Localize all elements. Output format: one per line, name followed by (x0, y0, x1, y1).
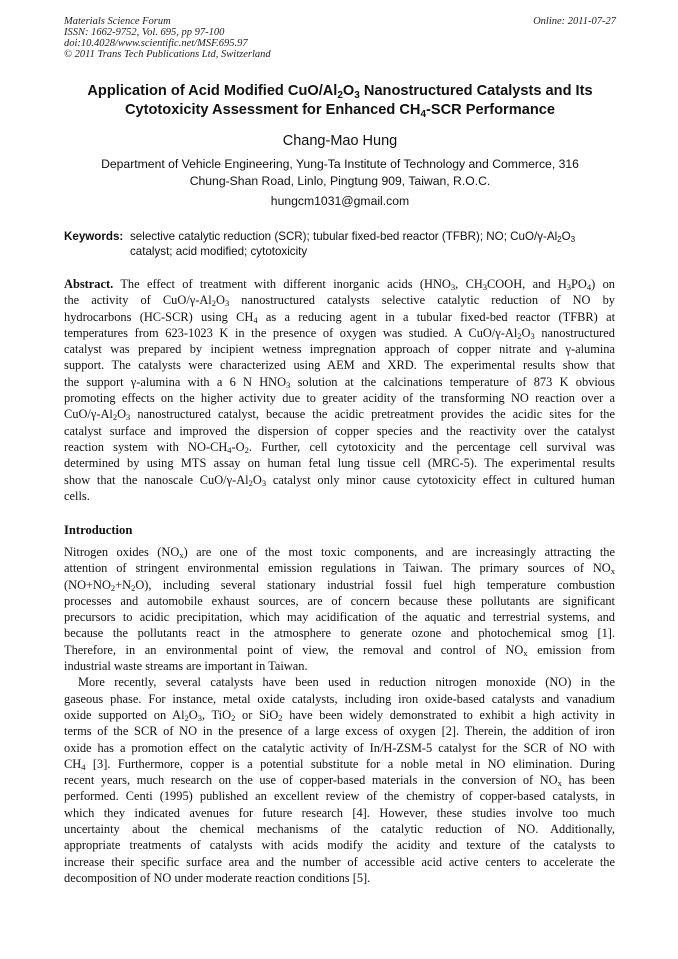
journal-header (64, 16, 616, 60)
title-line-1 (40, 82, 640, 101)
text-fragment: determined by using MTS assay on human fetal lung tissue cell (MRC-5). The experimental results (64, 456, 615, 471)
text-fragment: nanostructured (534, 325, 615, 340)
text-fragment: appropriate treatments of catalysts with acids modify the acidity and texture of the catalysts to (64, 838, 615, 853)
section-heading-introduction: Introduction (64, 523, 133, 537)
text-fragment: processes and automobile exhaust sources, are of concern because these pollutants are significant (64, 593, 615, 608)
text-fragment: 2 (248, 477, 253, 488)
text-fragment: Chung-Shan Road, Linlo, Pingtung 909, Taiwan, R.O.C. (189, 174, 491, 188)
issn: ISSN: 1662-9752, Vol. 695, pp 97-100 (64, 27, 225, 38)
text-fragment: 2 (131, 582, 136, 593)
text-fragment: 3 (224, 298, 230, 309)
text-fragment: the activity of CuO/γ-Al (64, 293, 212, 308)
text-line (64, 772, 615, 788)
text-fragment: x (523, 647, 528, 658)
text-fragment: has been (561, 773, 615, 788)
text-line (64, 406, 615, 422)
paper-title (40, 82, 640, 120)
text-fragment: +N (115, 577, 132, 592)
doi: doi:10.4028/www.scientific.net/MSF.695.97 (64, 38, 248, 49)
text-fragment: terms of the SCR of NO in the presence of a large excess of oxygen [2]. Therein, the addition of iron (64, 724, 615, 739)
text-fragment: (NO+NO (64, 577, 111, 592)
text-fragment: temperatures from 623-1023 K in the presence of oxygen was studied. A CuO/γ-Al (64, 325, 518, 340)
text-fragment: x (179, 550, 184, 560)
text-fragment: 3 (530, 330, 535, 341)
text-fragment: show that the nanoscale CuO/γ-Al (64, 472, 249, 487)
copyright: © 2011 Trans Tech Publications Ltd, Switzerland (64, 49, 271, 60)
text-fragment: 3 (286, 379, 291, 390)
text-fragment: catalyst surface and improved the dispersion of copper species and the reactivity over the catalyst (64, 423, 615, 438)
text-fragment: gaseous phase. For instance, metal oxide catalysts, including iron oxide-based catalysts and vanadium (64, 691, 615, 706)
text-fragment: x (610, 566, 615, 577)
abstract-label: Abstract. (64, 277, 114, 291)
text-fragment: 4 (586, 282, 592, 292)
text-fragment: , TiO (202, 707, 232, 722)
text-fragment: 2 (231, 712, 236, 723)
text-fragment: . Further, cell cytotoxicity and the percentage cell survival was (248, 439, 615, 454)
text-fragment: 3 (197, 712, 202, 723)
text-fragment: 2 (337, 90, 343, 101)
text-fragment: catalyst only minor cause cytotoxicity effect in cultured human (266, 472, 615, 487)
text-fragment: performed. Centi (1995) published an excellent review of the chemistry of copper-based catalysts, in (64, 789, 615, 804)
text-fragment: COOH, and H (487, 277, 567, 291)
title-line-2 (40, 101, 640, 120)
text-fragment: oxide supported on Al (64, 707, 185, 722)
text-line (64, 325, 615, 341)
text-fragment: promoting effects on the higher activity due to greater acidity of the transforming NO reaction over a (64, 391, 615, 406)
text-fragment: More recently, several catalysts have been used in reduction nitrogen monoxide (NO) in the (78, 675, 615, 690)
text-fragment: industrial waste streams are important in Taiwan. (64, 659, 308, 674)
text-fragment: 2 (517, 330, 522, 341)
text-fragment: O (188, 707, 198, 722)
text-fragment: 4 (81, 761, 86, 772)
affiliation (64, 156, 616, 190)
text-fragment: because the pollutants react in the atmosphere to generate ozone and photochemical smog [1]. (64, 626, 615, 641)
text-line (64, 309, 615, 325)
text-fragment: catalyst; acid modified; cytotoxicity (130, 245, 308, 258)
text-fragment: 3 (566, 282, 572, 292)
text-fragment: recent years, much research on the use of copper-based materials in the conversion of NO (64, 773, 558, 788)
text-fragment: ) on (591, 277, 615, 291)
text-line (64, 577, 615, 593)
text-fragment: 3 (570, 235, 576, 244)
text-fragment: CuO/γ-Al (64, 407, 113, 422)
text-fragment: 3 (354, 90, 360, 101)
text-fragment: nanostructured catalyst, because the acidic pretreatment provides the acidic sites for the (130, 407, 615, 422)
text-fragment: O (342, 83, 355, 99)
text-fragment: Nanostructured Catalysts and Its (359, 83, 593, 99)
text-fragment: 2 (211, 298, 216, 309)
author-email: hungcm1031@gmail.com (270, 194, 410, 208)
text-fragment: support. The catalysts were characterized using AEM and XRD. The experimental results show that (64, 358, 615, 373)
text-line (64, 472, 615, 488)
text-fragment: increase their specific surface area and the number of accessible acid active centers to accelerate the (64, 854, 615, 869)
text-fragment: 2 (112, 412, 118, 423)
text-line (64, 439, 615, 455)
text-line (64, 276, 615, 292)
text-fragment: ) are one of the most toxic components, and are increasingly attracting the (183, 545, 615, 559)
text-fragment: O), including several stationary industrial fossil fuel high temperature combustion (135, 577, 615, 592)
text-fragment: catalyst was prepared by incipient wetness impregnation approach of copper nitrate and γ-alumina (64, 342, 615, 357)
text-fragment: O (216, 293, 225, 308)
text-fragment: or SiO (235, 707, 279, 722)
text-line (64, 544, 615, 560)
text-fragment: 3 (126, 412, 131, 423)
text-fragment: 2 (244, 444, 249, 455)
text-fragment: attention of stringent environmental emission regulations in Taiwan. The primary sources of NO (64, 561, 611, 576)
text-fragment: 4 (420, 109, 427, 120)
text-fragment: [3]. Furthermore, copper is a potential substitute for a noble metal in NO elimination. During (85, 756, 615, 771)
text-fragment: cells. (64, 488, 90, 503)
text-fragment: which they indicated avenues for future research [4]. However, these studies involve too much (64, 805, 615, 820)
text-fragment: uncertainty about the chemical mechanisms of the catalytic reduction of NO. Additionally, (64, 822, 615, 837)
text-fragment: 4 (253, 314, 258, 325)
text-fragment: Cytotoxicity Assessment for Enhanced CH (125, 102, 421, 118)
text-line (64, 707, 615, 723)
text-fragment: as a reducing agent in a tubular fixed-bed reactor (TFBR) at (257, 309, 616, 324)
journal-name: Materials Science Forum (64, 16, 171, 27)
author-name: Chang-Mao Hung (282, 133, 398, 149)
text-line (64, 292, 615, 308)
text-fragment: precursors to acidic precipitation, which may acidification of the aquatic and terrestrial systems, and (64, 610, 615, 625)
introduction-body (64, 544, 615, 886)
text-line (130, 229, 620, 244)
text-fragment: x (557, 778, 562, 789)
text-fragment: 2 (278, 712, 283, 723)
text-fragment: 3 (450, 282, 456, 292)
text-fragment: CH (64, 756, 82, 771)
text-line (64, 642, 615, 658)
text-line (64, 560, 615, 576)
text-fragment: solution at the calcinations temperature of 873 K obvious (290, 374, 615, 389)
text-fragment: Therefore, in an environmental point of view, the removal and control of NO (64, 642, 524, 657)
text-fragment: O (117, 407, 127, 422)
text-fragment: selective catalytic reduction (SCR); tubular fixed-bed reactor (TFBR); NO; CuO/γ-Al (130, 230, 558, 243)
text-fragment: 3 (261, 477, 267, 488)
text-line (64, 756, 615, 772)
text-fragment: 2 (557, 235, 562, 244)
text-fragment: -SCR Performance (426, 102, 555, 118)
text-fragment: emission from (527, 642, 615, 657)
text-fragment: , CH (455, 277, 483, 291)
abstract (64, 276, 615, 504)
text-fragment: O (561, 230, 571, 243)
text-fragment: oxide has a promotion effect on the catalytic activity of In/H-ZSM-5 catalyst for the SCR of NO with (64, 740, 615, 755)
text-fragment: hydrocarbons (HC-SCR) using CH (64, 309, 254, 324)
text-fragment: decomposition of NO under moderate reaction conditions [5]. (64, 870, 371, 885)
text-fragment: 3 (482, 282, 488, 292)
text-fragment: reaction system with NO-CH (64, 439, 228, 454)
online-date: Online: 2011-07-27 (533, 16, 616, 27)
text-fragment: have been widely demonstrated to exhibit a high activity in (282, 707, 615, 722)
text-fragment: Department of Vehicle Engineering, Yung-Ta Institute of Technology and Commerce, 316 (101, 157, 579, 171)
text-fragment: -O (231, 439, 245, 454)
text-fragment: 4 (227, 444, 232, 455)
text-fragment: 2 (110, 582, 116, 593)
text-fragment: the support γ-alumina with a 6 N HNO (64, 374, 287, 389)
keywords-text (130, 229, 620, 259)
text-fragment: The effect of treatment with different inorganic acids (HNO (113, 277, 451, 291)
text-fragment: O (252, 472, 262, 487)
keywords-label: Keywords: (64, 230, 124, 243)
text-fragment: 2 (184, 712, 189, 723)
text-fragment: Application of Acid Modified CuO/Al (87, 83, 338, 99)
text-fragment: O (521, 325, 531, 340)
text-fragment: nanostructured catalysts selective catalytic reduction of NO by (229, 293, 615, 308)
text-fragment: Nitrogen oxides (NO (64, 545, 180, 559)
text-line (64, 374, 615, 390)
text-fragment: PO (571, 277, 587, 291)
